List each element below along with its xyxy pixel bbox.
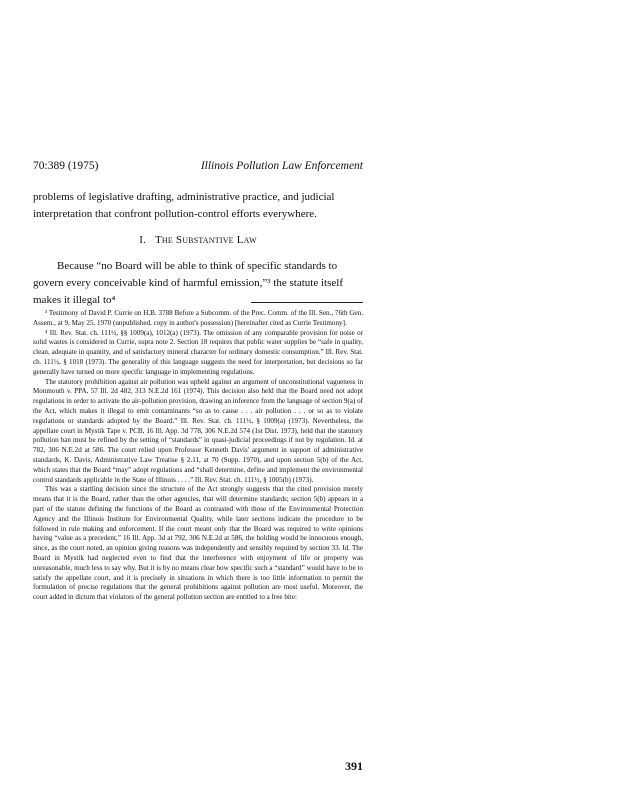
footnote-4: ⁴ Ill. Rev. Stat. ch. 111½, §§ 1009(a), 1012(a) (1973). The omission of any comparable provision for noise or solid wastes is considered in Currie, supra note 2. Section 18 requires that public water supplies be “safe in quality, clean, adequate in quantity, and of satisfactory mineral character for ordinary domestic consumption.” Ill. Rev. Stat. ch. 111½, § 1018 (1973). The generality of this language suggests the need for interpretation, but decisions so far generally have turned on more specific language in implementing regulations.: [33, 328, 363, 376]
footnote-4-continuation-2: This was a startling decision since the structure of the Act strongly suggests that the cited provision merely means that it is the Board, rather than the other agencies, that will determine standards; section 5(b) appears in a part of the statute defining the functions of the Board as contrasted with those of the Environmental Protection Agency and the Illinois Institute for Environmental Quality, while later sections indicate the procedure to be followed in rule making and enforcement. If the court meant only that the Board was required to write opinions having “value as a precedent,” 16 Ill. App. 3d at 792, 306 N.E.2d at 586, the holding would be innocuous enough, since, as the court noted, an opinion giving reasons was independently and sensibly required by section 33. Id. The Board in Mystik had neglected even to find that the interference with enjoyment of life or property was unreasonable, much less to say why. But it is by no means clear how specific such a “standard” would have to be to satisfy the appellate court, and it is precisely in situations in which there is too little information to permit the formulation of precise regulations that the general prohibitions against pollution are most useful. Moreover, the court added in dictum that violators of the general pollution section are entitled to a free bite:: [33, 485, 363, 602]
section-heading: [33, 234, 363, 246]
page-number: 391: [345, 759, 363, 773]
footnote-3: ³ Testimony of David P. Currie on H.B. 3788 Before a Subcomm. of the Prec. Comm. of the Ill. Sen., 76th Gen. Assem., at 9, May 25, 1970 (unpublished, copy in author's possession) [hereinafter cited as Currie Testimony].: [33, 309, 363, 327]
intro-paragraph: problems of legislative drafting, administrative practice, and judicial interpretation that confront pollution-control efforts everywhere.: [33, 191, 335, 220]
footnote-4-continuation: The statutory prohibition against air pollution was upheld against an argument of unconstitutional vagueness in Monmouth v. PPA, 57 Ill. 2d 482, 313 N.E.2d 161 (1974). This decision also held that the Board need not adopt regulations in order to activate the air-pollution provision, drawing an inference from the language of section 9(a) of the Act, which makes it illegal to emit contaminants “so as to cause . . . air pollution . . . or so as to violate regulations or standards adopted by the Board.” Ill. Rev. Stat. ch. 111½, § 1009(a) (1973). Nevertheless, the appellate court in Mystik Tape v. PCB, 16 Ill. App. 3d 778, 306 N.E.2d 574 (1st Dist. 1973), held that the statutory pollution ban must be refined by the setting of “standards” in quasi-judicial proceedings if not by regulation. Id. at 782, 306 N.E.2d at 586. The court relied upon Professor Kenneth Davis' argument in support of administrative standards, K. Davis, Administrative Law Treatise § 2.11, at 70 (Supp. 1970), and upon section 5(b) of the Act, which states that the Board “may” adopt regulations and “shall determine, define and implement the environmental control standards applicable in the State of Illinois . . . .” Ill. Rev. Stat. ch. 111½, § 1005(b) (1973).: [33, 377, 363, 484]
section-title: The Substantive Law: [154, 234, 257, 246]
body-paragraph: Because “no Board will be able to think of specific standards to govern every conceivable kind of harmful emission,”³ the statute itself makes it illegal to⁴: [33, 260, 343, 306]
running-header: [33, 160, 363, 172]
header-citation: 70:389 (1975): [33, 160, 99, 172]
footnote-separator: [251, 302, 363, 303]
footnotes: [33, 309, 363, 603]
section-number: I.: [139, 234, 147, 246]
header-running-title: Illinois Pollution Law Enforcement: [200, 160, 363, 172]
